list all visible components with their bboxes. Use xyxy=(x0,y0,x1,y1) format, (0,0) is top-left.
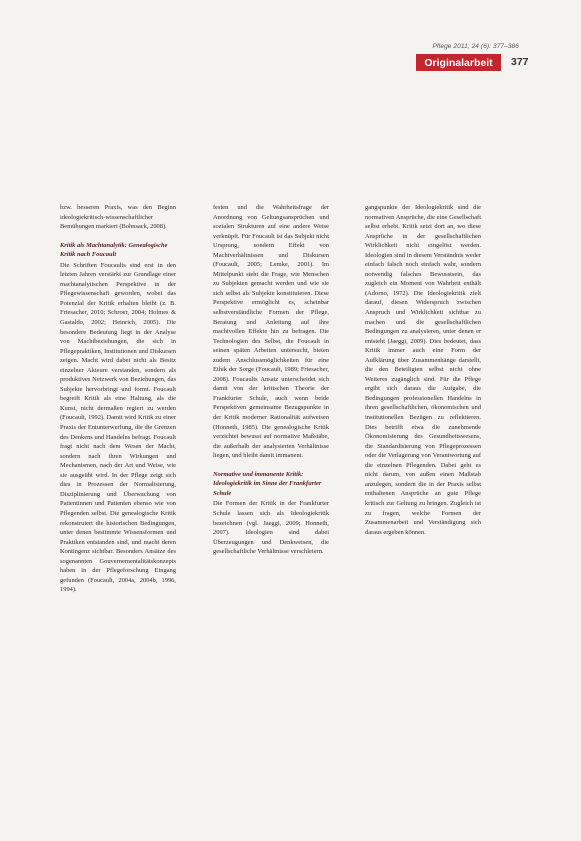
text-column-3 xyxy=(365,203,481,537)
section-heading: Kritik als Machtanalytik: Genealogische Kritik nach Foucault xyxy=(60,241,168,259)
paragraph: festen und die Wahrheitsfrage der Anordnung von Geltungsansprüchen und sozialen Strukturen auf eine andere Weise verknüpft. Für Foucault ist das Subjekt nicht Ursprung, sondern Effekt von Machtverhältnissen und Diskursen (Foucault, 2005; Lemke, 2001). Im Mittelpunkt steht die Frage, wie Menschen zu Subjekten gemacht werden und wie sie sich selbst als Subjekte konstituieren. Diese Perspektive ermöglicht es, scheinbar selbstverständliche Formen der Pflege, Beratung und Anleitung auf ihre machtvollen Effekte hin zu befragen. Die Technologien des Selbst, die Foucault in seinen späten Arbeiten untersucht, bieten zudem Anschlussmöglichkeiten für eine Ethik der Sorge (Foucault, 1989; Friesacher, 2008). Foucaults Ansatz unterscheidet sich damit von der kritischen Theorie der Frankfurter Schule, auch wenn beide Perspektiven gemeinsame Bezugspunkte in der Kritik moderner Rationalität aufweisen (Honneth, 1985). Die genealogische Kritik verzichtet bewusst auf normative Maßstäbe, die außerhalb der analysierten Verhältnisse liegen, und bleibt damit immanent. xyxy=(213,204,329,460)
text-column-2 xyxy=(213,203,329,557)
page-number: 377 xyxy=(511,56,529,68)
paragraph: bzw. besseren Praxis, was den Beginn ideologiekritisch-wissenschaftlicher Bemühungen markiert (Bohnsack, 2008). xyxy=(60,204,176,231)
section-badge: Originalarbeit xyxy=(416,54,501,71)
paragraph: Die Formen der Kritik in der Frankfurter Schule lassen sich als Ideologiekritik bezeichnen (vgl. Jaeggi, 2009; Honneth, 2007). Ideologien sind dabei Überzeugungen und Denkweisen, die gesellschaftliche Verhältnisse verschleiern. xyxy=(213,500,329,556)
journal-citation: Pflege 2011; 24 (6): 377–386 xyxy=(432,43,519,50)
text-column-1 xyxy=(60,203,176,595)
section-heading: Normative und immanente Kritik: Ideologiekritik im Sinne der Frankfurter Schule xyxy=(213,470,322,497)
paragraph: gangspunkte der Ideologiekritik sind die normativen Ansprüche, die eine Gesellschaft selbst erhebt. Kritik setzt dort an, wo diese Ansprüche in der gesellschaftlichen Wirklichkeit nicht eingelöst werden. Ideologien sind in diesem Verständnis weder einfach falsch noch einfach wahr, sondern notwendig falsches Bewusstsein, das zugleich ein Moment von Wahrheit enthält (Adorno, 1972). Die Ideologiekritik zielt darauf, diesen Widerspruch zwischen Anspruch und Wirklichkeit sichtbar zu machen und die gesellschaftlichen Bedingungen zu analysieren, unter denen er entsteht (Jaeggi, 2009). Dies bedeutet, dass Kritik immer auch eine Form der Aufklärung über Zusammenhänge darstellt, die den Beteiligten selbst nicht ohne Weiteres zugänglich sind. Für die Pflege ergibt sich daraus die Aufgabe, die Bedingungen professionellen Handelns in ihren gesellschaftlichen, ökonomischen und institutionellen Bezügen zu reflektieren. Dies betrifft etwa die zunehmende Ökonomisierung des Gesundheitswesens, die Standardisierung von Pflegeprozessen oder die Verlagerung von Verantwortung auf die einzelnen Pflegenden. Dabei geht es nicht darum, von außen einen Maßstab anzulegen, sondern die in der Praxis selbst enthaltenen Ansprüche an gute Pflege kritisch zur Geltung zu bringen. Zugleich ist zu fragen, welche Formen der Zusammenarbeit und Verständigung sich daraus ergeben können. xyxy=(365,204,481,536)
paragraph: Die Schriften Foucaults sind erst in den letzten Jahren verstärkt zur Grundlage einer machtanalytischen Perspektive in der Pflegewissenschaft geworden, wobei das Potenzial der Kritik erhalten bleibt (z. B. Friesacher, 2010; Schroer, 2004; Holmes & Gastaldo, 2002; Heinrich, 2005). Die besondere Bedeutung liegt in der Analyse von Machtbeziehungen, die sich in Pflegepraktiken, Institutionen und Diskursen zeigen. Macht wird dabei nicht als Besitz einzelner Akteure verstanden, sondern als produktives Netzwerk von Beziehungen, das Subjekte hervorbringt und formt. Foucault begreift Kritik als eine Haltung, als die Kunst, nicht dermaßen regiert zu werden (Foucault, 1992). Damit wird Kritik zu einer Praxis der Entunterwerfung, die die Grenzen des Denkens und Handelns befragt. Foucault fragt nicht nach dem Wesen der Macht, sondern nach ihren Wirkungen und Mechanismen, nach der Art und Weise, wie sie ausgeübt wird. In der Pflege zeigt sich dies in Prozessen der Normalisierung, Disziplinierung und Überwachung von Patientinnen und Patienten ebenso wie von Pflegenden selbst. Die genealogische Kritik rekonstruiert die historischen Bedingungen, unter denen bestimmte Wissensformen und Praktiken entstanden sind, und macht deren Kontingenz sichtbar. Besonders Ansätze des sogenannten Gouvernementalitätskonzepts haben in der Pflegeforschung Eingang gefunden (Foucault, 2004a, 2004b, 1996, 1994). xyxy=(60,261,176,594)
